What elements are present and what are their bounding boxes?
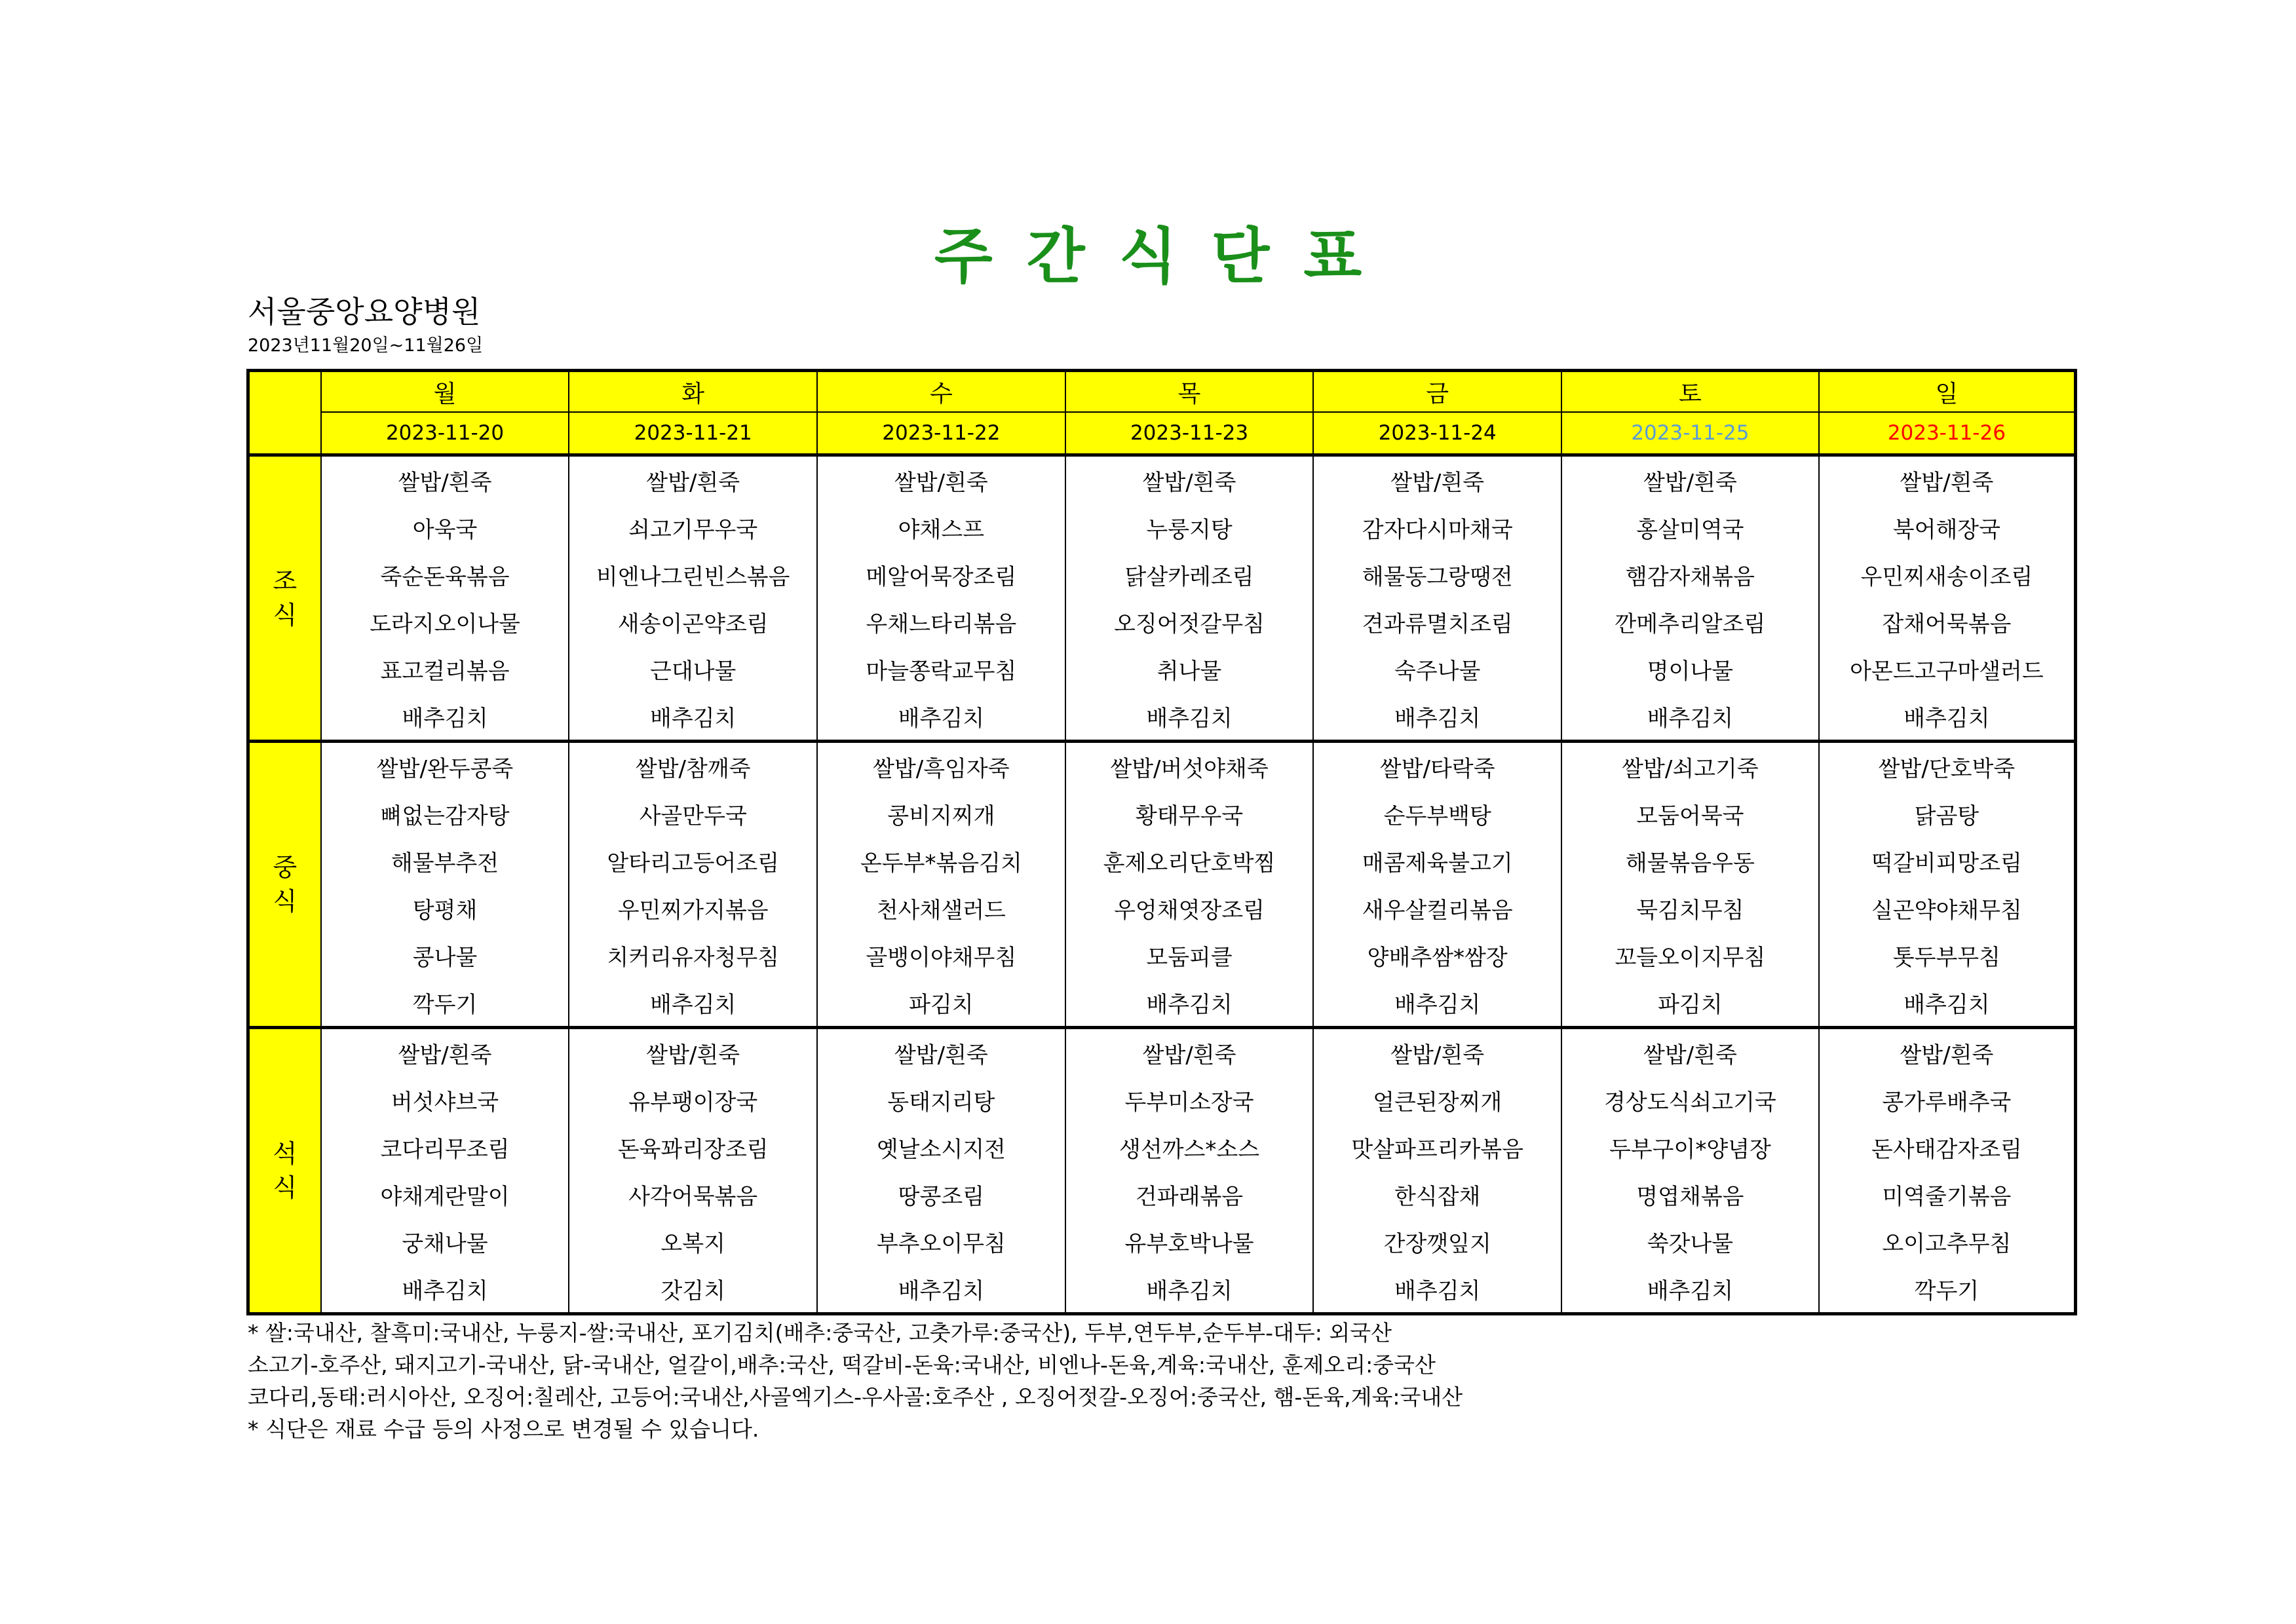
- menu-item: 오이고추무침: [1819, 1218, 2076, 1265]
- menu-item: 매콤제육불고기: [1313, 837, 1561, 884]
- menu-item: 닭살카레조림: [1065, 551, 1314, 598]
- page-title: [0, 208, 2296, 295]
- menu-item: 비엔나그린빈스볶음: [569, 551, 817, 598]
- menu-item: 모둠피클: [1065, 932, 1314, 979]
- menu-item: 훈제오리단호박찜: [1065, 837, 1314, 884]
- menu-row: [248, 884, 2076, 932]
- menu-item: 배추김치: [1819, 692, 2076, 742]
- menu-row: [248, 1076, 2076, 1124]
- menu-item: 감자다시마채국: [1313, 504, 1561, 551]
- meal-label: [248, 1028, 321, 1314]
- menu-item: 사골만두국: [569, 790, 817, 837]
- weekly-menu-table: [246, 369, 2077, 1315]
- menu-item: 쌀밥/흰죽: [1561, 1028, 1819, 1077]
- menu-item: 깍두기: [1819, 1265, 2076, 1314]
- day-header-row: [248, 371, 2076, 413]
- meal-label-char: 식: [273, 1173, 297, 1202]
- menu-item: 홍살미역국: [1561, 504, 1819, 551]
- menu-item: 파김치: [1561, 979, 1819, 1028]
- meal-label-char: 조: [273, 567, 297, 595]
- menu-item: 명엽채볶음: [1561, 1171, 1819, 1218]
- menu-row: [248, 837, 2076, 884]
- menu-row: [248, 790, 2076, 837]
- date-range: 2023년11월20일~11월26일: [248, 335, 484, 356]
- menu-item: 온두부*볶음김치: [817, 837, 1065, 884]
- menu-item: 취나물: [1065, 645, 1314, 692]
- menu-item: 콩비지찌개: [817, 790, 1065, 837]
- menu-row: [248, 1028, 2076, 1077]
- menu-item: 쌀밥/흰죽: [1313, 455, 1561, 504]
- menu-item: 배추김치: [1561, 692, 1819, 742]
- menu-item: 쌀밥/쇠고기죽: [1561, 742, 1819, 791]
- menu-item: 콩가루배추국: [1819, 1076, 2076, 1124]
- title-char: 식: [1119, 221, 1177, 292]
- menu-row: [248, 692, 2076, 742]
- menu-item: 쌀밥/흰죽: [817, 455, 1065, 504]
- menu-item: 마늘쫑락교무침: [817, 645, 1065, 692]
- day-name: 금: [1313, 371, 1561, 413]
- menu-item: 깍두기: [321, 979, 569, 1028]
- menu-item: 배추김치: [817, 692, 1065, 742]
- menu-item: 쌀밥/흰죽: [1065, 1028, 1314, 1077]
- menu-item: 치커리유자청무침: [569, 932, 817, 979]
- day-name: 월: [321, 371, 569, 413]
- menu-item: 배추김치: [1561, 1265, 1819, 1314]
- menu-item: 부추오이무침: [817, 1218, 1065, 1265]
- menu-item: 쌀밥/흰죽: [569, 1028, 817, 1077]
- menu-item: 두부미소장국: [1065, 1076, 1314, 1124]
- menu-item: 북어해장국: [1819, 504, 2076, 551]
- menu-item: 배추김치: [817, 1265, 1065, 1314]
- menu-item: 땅콩조림: [817, 1171, 1065, 1218]
- menu-item: 궁채나물: [321, 1218, 569, 1265]
- menu-item: 표고컬리볶음: [321, 645, 569, 692]
- menu-item: 새송이곤약조림: [569, 598, 817, 645]
- day-name: 일: [1819, 371, 2076, 413]
- menu-item: 잡채어묵볶음: [1819, 598, 2076, 645]
- title-char: 주: [934, 221, 993, 292]
- menu-item: 우엉채엿장조림: [1065, 884, 1314, 932]
- menu-item: 오징어젓갈무침: [1065, 598, 1314, 645]
- day-name: 화: [569, 371, 817, 413]
- menu-item: 쌀밥/흰죽: [817, 1028, 1065, 1077]
- menu-row: [248, 598, 2076, 645]
- menu-item: 우민찌가지볶음: [569, 884, 817, 932]
- origin-notes: [248, 1317, 1463, 1445]
- menu-item: 햄감자채볶음: [1561, 551, 1819, 598]
- menu-item: 배추김치: [1313, 1265, 1561, 1314]
- note-line: 소고기-호주산, 돼지고기-국내산, 닭-국내산, 얼갈이,배추:국산, 떡갈비-돈육:국내산, 비엔나-돈육,계육:국내산, 훈제오리:중국산: [248, 1352, 1436, 1378]
- day-date: 2023-11-22: [817, 412, 1065, 455]
- menu-item: 꼬들오이지무침: [1561, 932, 1819, 979]
- date-header-row: [248, 412, 2076, 455]
- menu-item: 유부팽이장국: [569, 1076, 817, 1124]
- menu-row: [248, 1171, 2076, 1218]
- menu-item: 도라지오이나물: [321, 598, 569, 645]
- menu-item: 옛날소시지전: [817, 1124, 1065, 1171]
- menu-item: 배추김치: [1065, 1265, 1314, 1314]
- menu-item: 맛살파프리카볶음: [1313, 1124, 1561, 1171]
- corner-cell: [248, 371, 321, 455]
- menu-item: 쌀밥/타락죽: [1313, 742, 1561, 791]
- menu-item: 아몬드고구마샐러드: [1819, 645, 2076, 692]
- menu-item: 순두부백탕: [1313, 790, 1561, 837]
- note-line: * 쌀:국내산, 찰흑미:국내산, 누룽지-쌀:국내산, 포기김치(배추:중국산, 고춧가루:중국산), 두부,연두부,순두부-대두: 외국산: [248, 1320, 1392, 1346]
- menu-item: 쌀밥/흰죽: [1065, 455, 1314, 504]
- day-date: 2023-11-26: [1819, 412, 2076, 455]
- menu-item: 오복지: [569, 1218, 817, 1265]
- menu-item: 배추김치: [1065, 979, 1314, 1028]
- menu-item: 쌀밥/단호박죽: [1819, 742, 2076, 791]
- menu-item: 톳두부무침: [1819, 932, 2076, 979]
- meal-label-char: 식: [273, 601, 297, 630]
- menu-item: 콩나물: [321, 932, 569, 979]
- meal-label: [248, 742, 321, 1028]
- menu-item: 미역줄기볶음: [1819, 1171, 2076, 1218]
- menu-item: 우민찌새송이조림: [1819, 551, 2076, 598]
- meal-label-char: 중: [273, 853, 297, 882]
- meal-label: [248, 455, 321, 742]
- menu-item: 쌀밥/흰죽: [321, 1028, 569, 1077]
- menu-item: 새우살컬리볶음: [1313, 884, 1561, 932]
- menu-item: 간장깻잎지: [1313, 1218, 1561, 1265]
- day-date: 2023-11-21: [569, 412, 817, 455]
- menu-row: [248, 1124, 2076, 1171]
- menu-row: [248, 979, 2076, 1028]
- menu-row: [248, 1218, 2076, 1265]
- menu-item: 쌀밥/참깨죽: [569, 742, 817, 791]
- menu-item: 쇠고기무우국: [569, 504, 817, 551]
- menu-item: 버섯샤브국: [321, 1076, 569, 1124]
- menu-item: 천사채샐러드: [817, 884, 1065, 932]
- day-date: 2023-11-25: [1561, 412, 1819, 455]
- menu-item: 코다리무조림: [321, 1124, 569, 1171]
- menu-item: 경상도식쇠고기국: [1561, 1076, 1819, 1124]
- menu-item: 배추김치: [321, 1265, 569, 1314]
- menu-item: 유부호박나물: [1065, 1218, 1314, 1265]
- title-char: 단: [1211, 221, 1270, 292]
- menu-item: 황태무우국: [1065, 790, 1314, 837]
- menu-item: 메알어묵장조림: [817, 551, 1065, 598]
- menu-item: 해물부추전: [321, 837, 569, 884]
- menu-item: 쌀밥/흰죽: [1561, 455, 1819, 504]
- menu-item: 사각어묵볶음: [569, 1171, 817, 1218]
- menu-item: 해물볶음우동: [1561, 837, 1819, 884]
- menu-item: 쌀밥/흰죽: [321, 455, 569, 504]
- day-date: 2023-11-23: [1065, 412, 1314, 455]
- menu-item: 쌀밥/흰죽: [1819, 1028, 2076, 1077]
- menu-item: 배추김치: [569, 979, 817, 1028]
- note-line: 코다리,동태:러시아산, 오징어:칠레산, 고등어:국내산,사골엑기스-우사골:호주산 , 오징어젓갈-오징어:중국산, 햄-돈육,계육:국내산: [248, 1384, 1463, 1410]
- day-name: 토: [1561, 371, 1819, 413]
- menu-item: 견과류멸치조림: [1313, 598, 1561, 645]
- menu-item: 누룽지탕: [1065, 504, 1314, 551]
- day-date: 2023-11-24: [1313, 412, 1561, 455]
- hospital-name: 서울중앙요양병원: [248, 294, 481, 330]
- menu-item: 야채계란말이: [321, 1171, 569, 1218]
- menu-item: 아욱국: [321, 504, 569, 551]
- menu-row: [248, 551, 2076, 598]
- menu-item: 알타리고등어조림: [569, 837, 817, 884]
- menu-item: 우채느타리볶음: [817, 598, 1065, 645]
- menu-row: [248, 932, 2076, 979]
- menu-item: 돈육꽈리장조림: [569, 1124, 817, 1171]
- menu-row: [248, 1265, 2076, 1314]
- menu-item: 배추김치: [1313, 692, 1561, 742]
- menu-item: 해물동그랑땡전: [1313, 551, 1561, 598]
- menu-item: 쌀밥/완두콩죽: [321, 742, 569, 791]
- menu-item: 두부구이*양념장: [1561, 1124, 1819, 1171]
- title-char: 표: [1303, 221, 1362, 292]
- menu-item: 갓김치: [569, 1265, 817, 1314]
- menu-item: 죽순돈육볶음: [321, 551, 569, 598]
- menu-row: [248, 504, 2076, 551]
- menu-item: 쌀밥/흑임자죽: [817, 742, 1065, 791]
- menu-item: 골뱅이야채무침: [817, 932, 1065, 979]
- menu-item: 동태지리탕: [817, 1076, 1065, 1124]
- menu-row: [248, 455, 2076, 504]
- menu-item: 명이나물: [1561, 645, 1819, 692]
- menu-item: 탕평채: [321, 884, 569, 932]
- menu-item: 배추김치: [569, 692, 817, 742]
- menu-item: 닭곰탕: [1819, 790, 2076, 837]
- menu-item: 건파래볶음: [1065, 1171, 1314, 1218]
- menu-item: 숙주나물: [1313, 645, 1561, 692]
- menu-item: 파김치: [817, 979, 1065, 1028]
- meal-label-char: 식: [273, 887, 297, 916]
- menu-item: 묵김치무침: [1561, 884, 1819, 932]
- menu-item: 야채스프: [817, 504, 1065, 551]
- menu-item: 뼈없는감자탕: [321, 790, 569, 837]
- menu-item: 돈사태감자조림: [1819, 1124, 2076, 1171]
- menu-item: 깐메추리알조림: [1561, 598, 1819, 645]
- menu-item: 근대나물: [569, 645, 817, 692]
- menu-item: 얼큰된장찌개: [1313, 1076, 1561, 1124]
- menu-item: 양배추쌈*쌈장: [1313, 932, 1561, 979]
- menu-item: 배추김치: [1313, 979, 1561, 1028]
- menu-item: 쌀밥/흰죽: [1313, 1028, 1561, 1077]
- menu-item: 배추김치: [1065, 692, 1314, 742]
- menu-item: 한식잡채: [1313, 1171, 1561, 1218]
- menu-row: [248, 742, 2076, 791]
- menu-item: 떡갈비피망조림: [1819, 837, 2076, 884]
- day-name: 수: [817, 371, 1065, 413]
- menu-item: 모둠어묵국: [1561, 790, 1819, 837]
- menu-row: [248, 645, 2076, 692]
- day-name: 목: [1065, 371, 1314, 413]
- title-char: 간: [1026, 221, 1085, 292]
- menu-item: 쌀밥/흰죽: [1819, 455, 2076, 504]
- menu-item: 배추김치: [321, 692, 569, 742]
- menu-item: 쌀밥/버섯야채죽: [1065, 742, 1314, 791]
- menu-item: 쑥갓나물: [1561, 1218, 1819, 1265]
- note-line: * 식단은 재료 수급 등의 사정으로 변경될 수 있습니다.: [248, 1416, 759, 1442]
- menu-item: 생선까스*소스: [1065, 1124, 1314, 1171]
- menu-item: 쌀밥/흰죽: [569, 455, 817, 504]
- meal-label-char: 석: [273, 1139, 297, 1168]
- menu-item: 실곤약야채무침: [1819, 884, 2076, 932]
- menu-item: 배추김치: [1819, 979, 2076, 1028]
- day-date: 2023-11-20: [321, 412, 569, 455]
